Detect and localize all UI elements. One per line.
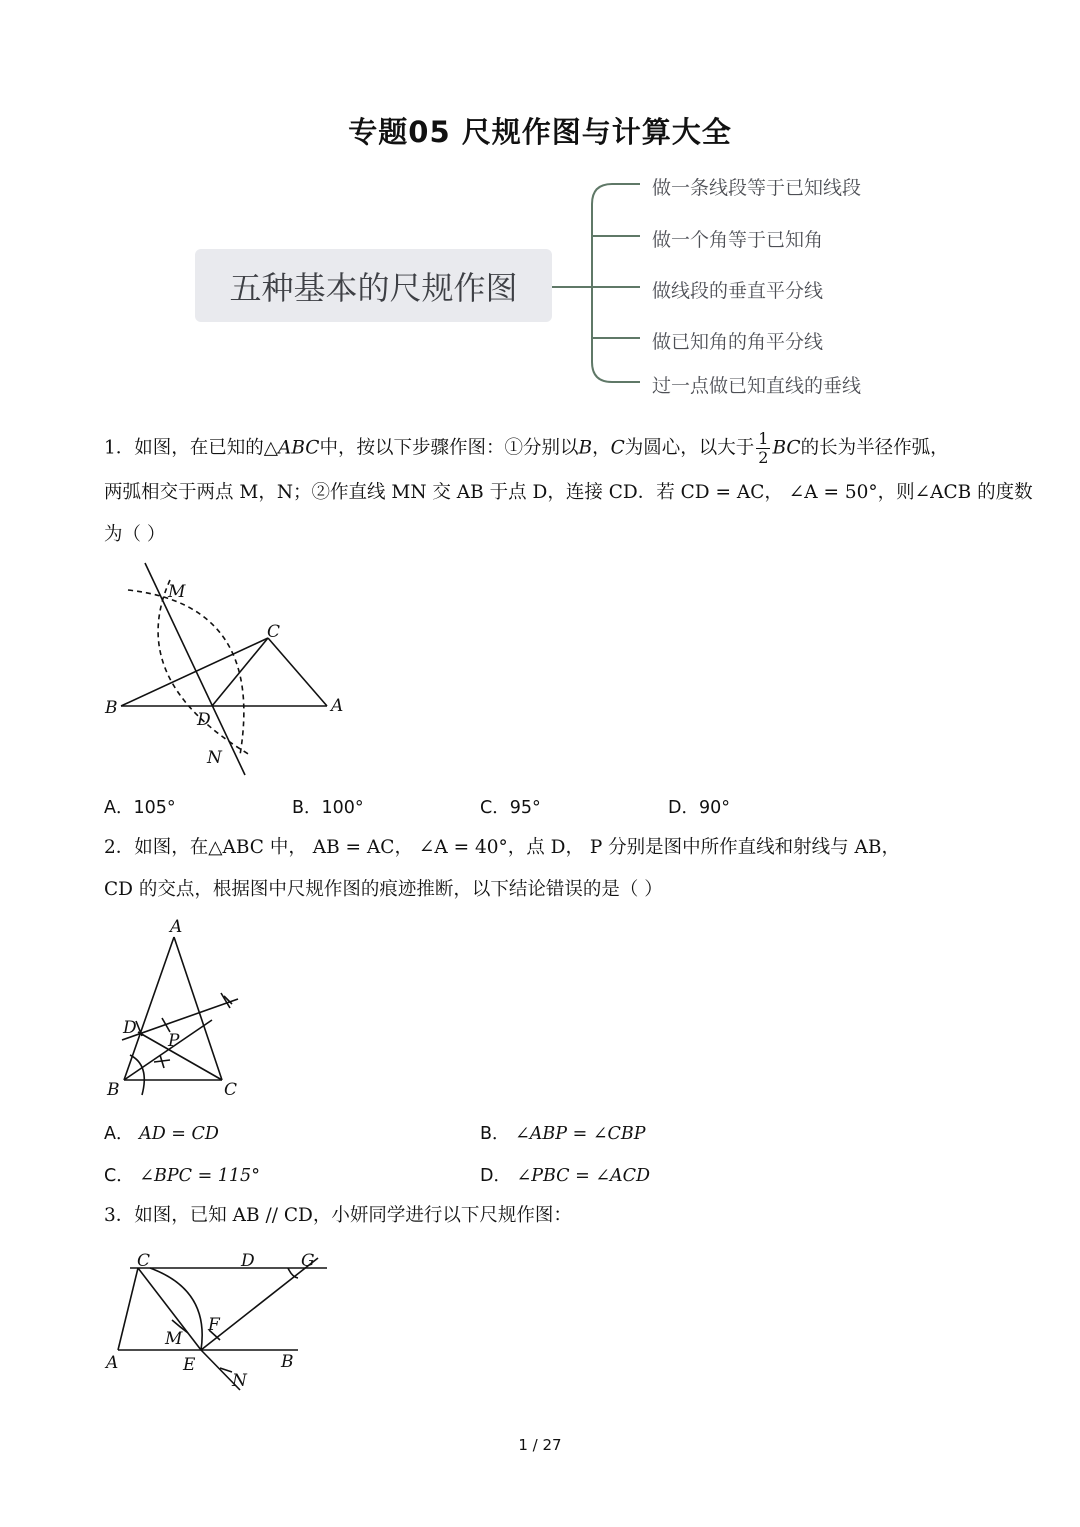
q1-label-A: A (331, 696, 344, 716)
mindmap-branch-1: 做一条线段等于已知线段 (652, 177, 862, 199)
q2-option-c[interactable]: C． ∠BPC = 115° (104, 1166, 260, 1186)
mindmap-branch-2: 做一个角等于已知角 (652, 229, 824, 251)
q2-line2: CD 的交点，根据图中尺规作图的痕迹推断，以下结论错误的是（ ） (104, 879, 663, 900)
q2-label-P: P (168, 1031, 180, 1051)
q3-label-D: D (241, 1251, 255, 1271)
q3-label-A: A (106, 1353, 119, 1373)
q1-option-d[interactable]: D．90° (668, 798, 731, 818)
q3-label-F: F (208, 1315, 220, 1335)
q3-label-M: M (165, 1329, 183, 1349)
q3-line1: 3．如图，已知 AB // CD，小妍同学进行以下尺规作图： (104, 1205, 572, 1226)
q2-label-D: D (123, 1018, 137, 1038)
q2-label-B: B (107, 1080, 120, 1100)
q3-label-B: B (281, 1352, 294, 1372)
q1-label-B: B (105, 698, 118, 718)
q1-line3: 为（ ） (104, 524, 166, 545)
q1-option-a[interactable]: A．105° (104, 798, 176, 818)
q3-label-G: G (301, 1251, 315, 1271)
mindmap-root: 五种基本的尺规作图 (195, 249, 552, 322)
q1-line1: 1．如图，在已知的△ABC中，按以下步骤作图：①分别以B，C为圆心，以大于 $\frac{1}{2}$ BC的长为半径作弧， (104, 429, 949, 467)
q3-label-C: C (137, 1251, 151, 1271)
q3-label-N: N (232, 1371, 247, 1391)
q2-option-b[interactable]: B． ∠ABP = ∠CBP (480, 1124, 646, 1144)
fraction-half: $\frac{1}{2}$ (758, 429, 769, 467)
q1-option-b[interactable]: B．100° (292, 798, 364, 818)
page-number: 1 / 27 (518, 1436, 562, 1454)
q1-label-D: D (197, 710, 211, 730)
q2-option-a[interactable]: A． AD = CD (104, 1124, 219, 1144)
page-title: 专题05 尺规作图与计算大全 (348, 115, 732, 149)
q1-label-N: N (207, 748, 222, 768)
q2-option-d[interactable]: D． ∠PBC = ∠ACD (480, 1166, 651, 1186)
q3-label-E: E (183, 1355, 196, 1375)
q1-label-C: C (267, 622, 281, 642)
q2-label-A: A (170, 917, 183, 937)
q1-label-M: M (168, 582, 186, 602)
mindmap-branch-3: 做线段的垂直平分线 (652, 280, 824, 302)
q2-label-C: C (224, 1080, 238, 1100)
mindmap-branch-4: 做已知角的角平分线 (652, 331, 824, 353)
mindmap-branch-5: 过一点做已知直线的垂线 (652, 375, 862, 397)
q1-line2: 两弧相交于两点 M，N；②作直线 MN 交 AB 于点 D，连接 CD．若 CD = AC， ∠A = 50°，则∠ACB 的度数 (104, 482, 1033, 503)
q1-option-c[interactable]: C．95° (480, 798, 541, 818)
q2-line1: 2．如图，在△ABC 中， AB = AC， ∠A = 40°，点 D， P 分别是图中所作直线和射线与 AB， (104, 837, 900, 858)
